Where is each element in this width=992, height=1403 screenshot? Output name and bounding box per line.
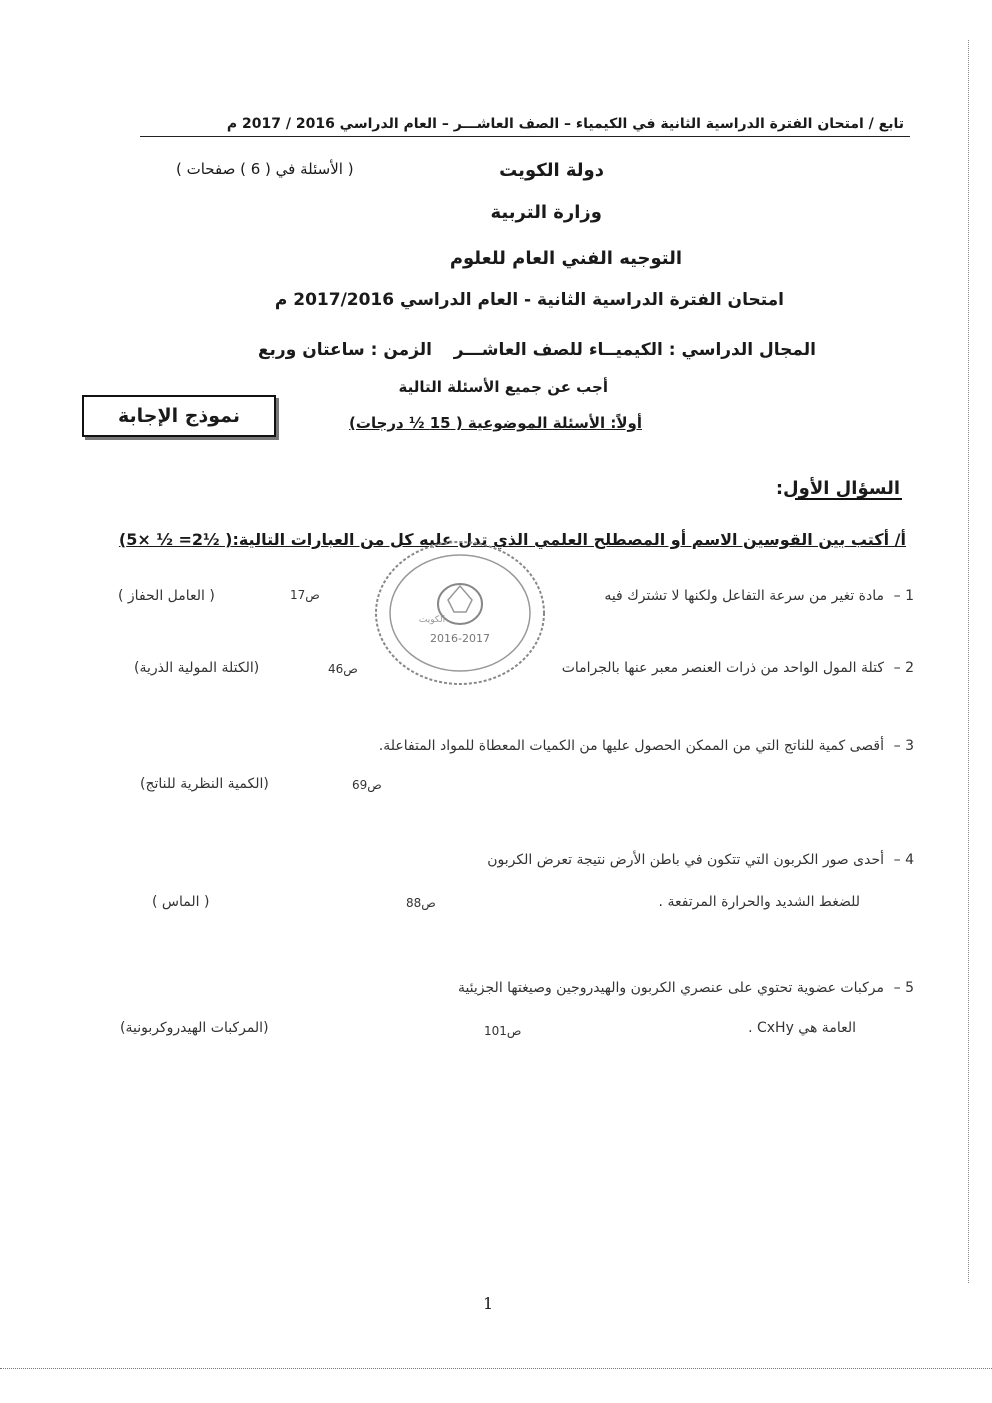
ministry-name: وزارة التربية bbox=[490, 202, 602, 223]
item-1-text: مادة تغير من سرعة التفاعل ولكنها لا تشترك فيه bbox=[604, 588, 884, 604]
item-1-page-ref: ص17 bbox=[290, 588, 320, 602]
question-one-title: السؤال الأول: bbox=[775, 478, 900, 499]
question-one-underline bbox=[795, 498, 902, 500]
page-number: 1 bbox=[483, 1294, 494, 1313]
scan-edge-right bbox=[968, 40, 970, 1283]
question-one-instruction: أ/ أكتب بين القوسين الاسم أو المصطلح العلمي الذي تدل عليه كل من العبارات التالية:( ½2= ½ ×5) bbox=[118, 530, 906, 549]
header-rule bbox=[140, 136, 910, 137]
stamp-center-text: الكويت bbox=[418, 615, 446, 625]
item-3-answer: (الكمية النظرية للناتج) bbox=[140, 776, 269, 792]
country-name: دولة الكويت bbox=[499, 160, 604, 181]
answer-model-box: نموذج الإجابة bbox=[82, 395, 276, 437]
item-5-number: 5 – bbox=[893, 980, 914, 996]
item-4-text: أحدى صور الكربون التي تتكون في باطن الأرض نتيجة تعرض الكربون bbox=[487, 852, 884, 868]
continuation-line: تابع / امتحان الفترة الدراسية الثانية في الكيمياء – الصف العاشـــر – العام الدراسي 2016 / 2017 م bbox=[226, 116, 904, 132]
item-4-page-ref: ص88 bbox=[406, 896, 436, 910]
item-2-page-ref: ص46 bbox=[328, 662, 358, 676]
item-1-answer: ( العامل الحفاز ) bbox=[118, 588, 215, 604]
item-1-number: 1 – bbox=[893, 588, 914, 604]
stamp-years: 2016-2017 bbox=[430, 632, 490, 645]
section-one-heading: أولاً: الأسئلة الموضوعية ( 15 ½ درجات) bbox=[349, 414, 642, 432]
item-2-answer: (الكتلة المولية الذرية) bbox=[134, 660, 260, 676]
item-4-number: 4 – bbox=[893, 852, 914, 868]
subject-line: المجال الدراسي : الكيميــاء للصف العاشـــر bbox=[453, 340, 816, 360]
item-3-page-ref: ص69 bbox=[352, 778, 382, 792]
time-line: الزمن : ساعتان وربع bbox=[257, 340, 432, 360]
item-5-page-ref: ص101 bbox=[484, 1024, 522, 1038]
department-name: التوجيه الفني العام للعلوم bbox=[449, 248, 682, 269]
answer-all-instruction: أجب عن جميع الأسئلة التالية bbox=[398, 378, 608, 396]
item-5-text: مركبات عضوية تحتوي على عنصري الكربون والهيدروجين وصيغتها الجزيئية bbox=[457, 980, 884, 996]
item-2-number: 2 – bbox=[893, 660, 914, 676]
item-2-text: كتلة المول الواحد من ذرات العنصر معبر عنها بالجرامات bbox=[561, 660, 884, 676]
item-3-text: أقصى كمية للناتج التي من الممكن الحصول عليها من الكميات المعطاة للمواد المتفاعلة. bbox=[378, 738, 884, 754]
exam-title: امتحان الفترة الدراسية الثانية - العام الدراسي 2017/2016 م bbox=[274, 290, 784, 310]
item-4-answer: ( الماس ) bbox=[152, 894, 210, 910]
item-4-text-line2: للضغط الشديد والحرارة المرتفعة . bbox=[658, 894, 860, 910]
item-3-number: 3 – bbox=[893, 738, 914, 754]
pages-note: ( الأسئلة في ( 6 ) صفحات ) bbox=[176, 160, 354, 178]
scan-edge-bottom bbox=[0, 1368, 992, 1370]
official-stamp bbox=[372, 538, 548, 688]
item-5-answer: (المركبات الهيدروكربونية) bbox=[120, 1020, 269, 1036]
item-5-text-line2: العامة هي CxHy . bbox=[748, 1020, 856, 1036]
